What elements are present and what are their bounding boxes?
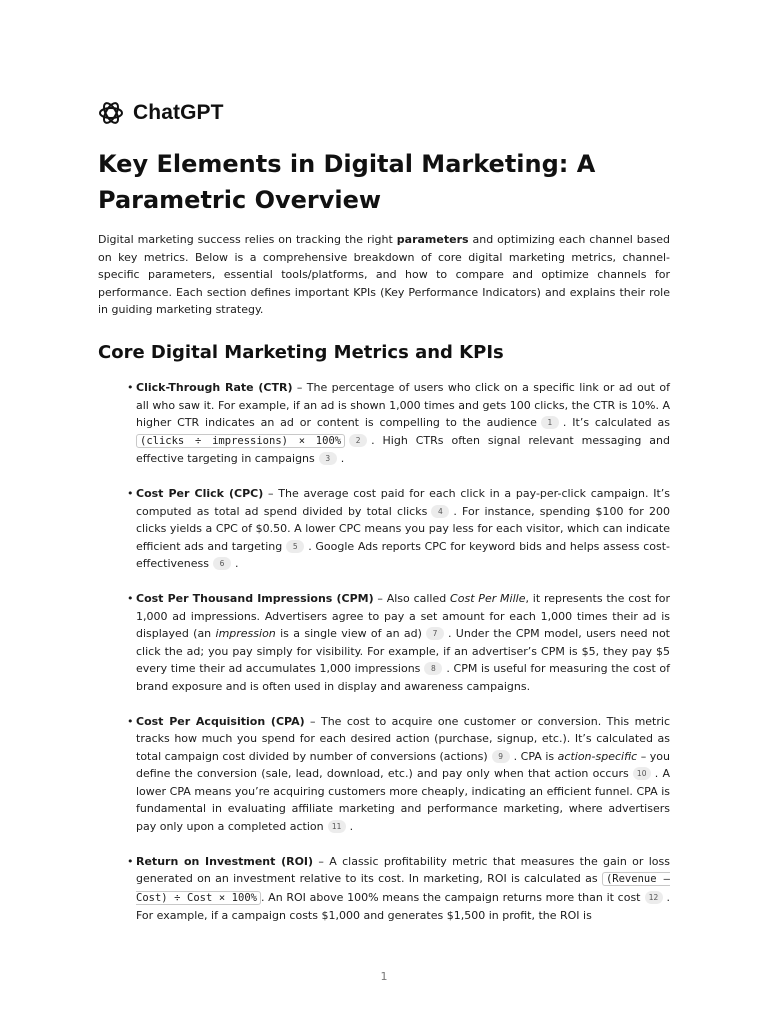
citation-badge[interactable]: 11 [328, 820, 346, 833]
item-text: . Google Ads reports CPC for keyword bids and helps assess cost-effectiveness [136, 539, 670, 571]
item-text: – A classic profitability metric that measures the gain or loss generated on an investment relative to its cost. In marketing, ROI is calculated as [136, 854, 670, 886]
item-text: . Under the CPM model, users need not click the ad; you pay simply for visibility. For example, if an advertiser’s CPM is $5, they pay $5 every time their ad accumulates 1,000 impressions [136, 627, 670, 676]
item-text: . [235, 557, 239, 571]
formula-code: (clicks ÷ impressions) × 100% [136, 434, 345, 448]
metrics-list [98, 379, 670, 942]
citation-badge[interactable]: 3 [319, 452, 337, 465]
item-text: – The average cost paid for each click in a pay-per-click campaign. It’s computed as total ad spend divided by total clicks [136, 486, 671, 518]
item-text: – you define the conversion (sale, lead, download, etc.) and pay only when that action occurs [136, 749, 670, 781]
intro-paragraph [98, 231, 670, 319]
citation-badge[interactable]: 10 [633, 767, 651, 780]
citation-badge[interactable]: 5 [286, 540, 304, 553]
bullet: • [127, 486, 134, 500]
item-text: . High CTRs often signal relevant messaging and effective targeting in campaigns [136, 433, 670, 466]
item-text: – Also called [373, 591, 451, 605]
citation-badge[interactable]: 7 [426, 627, 444, 640]
item-text: . For example, if a campaign costs $1,000 and generates $1,500 in profit, the ROI is [136, 890, 670, 923]
item-term: Cost Per Acquisition (CPA) [136, 714, 305, 728]
citation-badge[interactable]: 4 [431, 505, 449, 518]
openai-logo-icon [98, 100, 124, 126]
bullet: • [127, 714, 134, 728]
item-text: , it represents the cost for 1,000 ad impressions. Advertisers agree to pay a set amount for each 1,000 times their ad is displayed (an [136, 591, 670, 641]
bullet: • [127, 591, 134, 605]
item-text: . CPA is [513, 749, 558, 763]
intro-text-end: and optimizing each channel based on key metrics. Below is a comprehensive breakdown of core digital marketing metrics, channel-specific parameters, essential tools/platforms, and how to compare and optimize channels for performance. Each section defines important KPIs (Key Performance Indicators) and explains their role in guiding marketing strategy. [98, 233, 670, 317]
item-text: – The percentage of users who click on a specific link or ad out of all who saw it. For example, if an ad is shown 1,000 times and gets 100 clicks, the CTR is 10%. A higher CTR indicates an ad or content is compelling to the audience [136, 381, 670, 430]
intro-bold-term: parameters [396, 233, 469, 246]
citation-badge[interactable]: 6 [213, 557, 231, 570]
item-text: – The cost to acquire one customer or conversion. This metric tracks how much you spend for each desired action (purchase, signup, etc.). It’s calculated as total campaign cost divided by number of conversions (actions) [136, 714, 671, 763]
document-title: Key Elements in Digital Marketing: A Parametric Overview [98, 150, 596, 214]
list-item-roi [98, 853, 670, 925]
citation-badge[interactable]: 9 [492, 750, 510, 763]
brand-header [98, 100, 224, 126]
item-text: . For instance, spending $100 for 200 clicks yields a CPC of $0.50. A lower CPC means you pay less for each visitor, which can indicate efficient ads and targeting [136, 504, 670, 553]
item-text: . An ROI above 100% means the campaign returns more than it cost [260, 890, 641, 904]
item-term: Click-Through Rate (CTR) [136, 381, 293, 394]
citation-badge[interactable]: 8 [424, 662, 442, 675]
list-item-cpc [98, 485, 670, 573]
item-term: Cost Per Click (CPC) [136, 486, 264, 500]
formula-code: (Revenue – Cost) ÷ Cost × 100% [136, 873, 670, 904]
list-item-ctr [98, 379, 670, 468]
item-text: is a single view of an ad) [275, 627, 422, 641]
item-text: . CPM is useful for measuring the cost of brand exposure and is often used in display and awareness campaigns. [136, 662, 670, 693]
section-heading: Core Digital Marketing Metrics and KPIs [98, 342, 504, 363]
citation-badge[interactable]: 12 [645, 891, 663, 904]
item-term: Cost Per Thousand Impressions (CPM) [136, 591, 374, 605]
citation-badge[interactable]: 2 [349, 434, 367, 447]
item-term: Return on Investment (ROI) [136, 854, 314, 868]
item-text: . [349, 820, 354, 834]
item-emphasis: action-specific [557, 749, 638, 763]
item-emphasis: Cost Per Mille [450, 591, 526, 605]
list-item-cpa [98, 713, 670, 836]
list-item-cpm [98, 590, 670, 696]
item-emphasis: impression [215, 627, 276, 641]
citation-badge[interactable]: 1 [541, 416, 559, 429]
bullet: • [127, 381, 134, 394]
brand-name: ChatGPT [133, 101, 224, 124]
item-text: . [340, 452, 345, 466]
item-text: . It’s calculated as [562, 416, 670, 430]
bullet: • [127, 854, 134, 868]
item-text: . A lower CPA means you’re acquiring customers more cheaply, indicating an efficient funnel. CPA is fundamental in evaluating affiliate marketing and performance marketing, where advertisers pay only upon a completed action [136, 767, 670, 834]
intro-text-start: Digital marketing success relies on tracking the right [98, 233, 397, 246]
page-number: 1 [380, 970, 388, 983]
